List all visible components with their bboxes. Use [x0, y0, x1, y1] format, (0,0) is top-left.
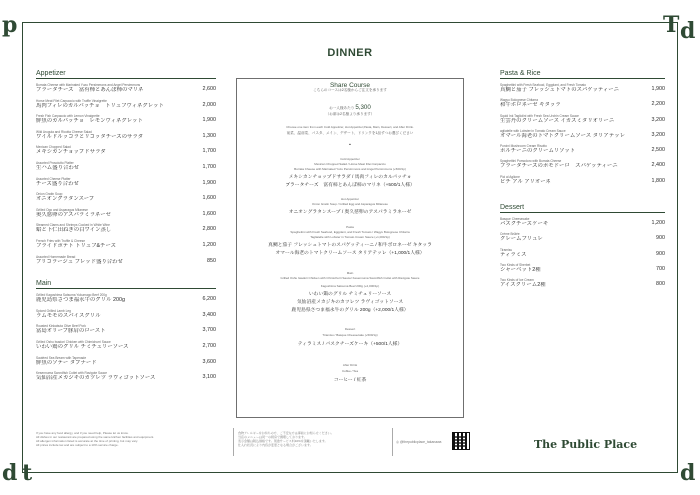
menu-item — [36, 161, 216, 177]
menu-item-jp: 鹿児島県さつま福永牛のグリル 200g — [36, 297, 125, 304]
brand-logo: The Public Place — [534, 438, 638, 451]
allergy-jp-1: 食物アレルギーをお持ちの方、ご不安な方は事前にお知らせください。 — [238, 431, 334, 435]
menu-item-price: 1,700 — [202, 148, 216, 155]
main-jp3: 鹿児島県さつま福永牛のグリル 200g（+2,000/1人様） — [291, 308, 409, 313]
footer-divider-2 — [392, 428, 393, 456]
main-en2: Kagoshima Satsuma Beef 200g (+2,000/1p) — [320, 284, 380, 288]
main-course-label: Main — [346, 271, 354, 275]
menu-item — [500, 159, 665, 174]
menu-item-en: Crème Brûlée — [500, 232, 520, 237]
instagram-handle — [396, 440, 441, 444]
menu-item-en: Roasted Kinkabuta Olive Beef Pork — [36, 324, 86, 329]
menu-item-en: Wild Arugula and Ricotta Cheese Salad — [36, 129, 92, 134]
share-desc-jp: 前菜、温前菜、パスタ、メイン、デザート、ドリンクを1品ずつお選びください — [286, 131, 414, 135]
appetizer-list — [36, 83, 216, 270]
menu-item — [36, 130, 216, 146]
menu-item — [500, 217, 665, 232]
menu-item-jp: ブラータチーズのポモドーロ スパゲッティーニ — [500, 163, 618, 170]
menu-item-en: Porcini Mushroom Cream Risotto — [500, 144, 547, 149]
hot-label: Hot Appetizer — [340, 197, 359, 201]
menu-item-jp: 奥久慈卵のアスパラミラネーゼ — [36, 211, 111, 218]
menu-item — [36, 293, 216, 309]
menu-item — [36, 192, 216, 208]
dessert-jp: ティラミス / バスクチーズケーキ（+500/1人様） — [297, 342, 403, 347]
pasta-jp2: オマール海老のトマトクリームソース タリアテッレ（+1,000/1人様） — [275, 251, 425, 256]
menu-item-en: Burrata Cheese with Marinated Yuzu Persimmons and Angel Persimmons — [36, 83, 141, 87]
menu-item-en: Grilled Oshu Iwadori Chicken with Chimichurri Sauce — [36, 339, 111, 344]
cold-en2: Burrata Cheese with Marinated Yuzu Persimmons and Angel Persimmons (+500/1p) — [294, 167, 406, 171]
menu-item-price: 1,800 — [651, 177, 665, 184]
instagram-icon: ◎ — [396, 440, 399, 444]
menu-item-en: Assorted Prosciutto Platter — [36, 160, 74, 165]
menu-item-en: Basque Cheesecake — [500, 217, 530, 222]
menu-item-jp: ポルチーニのクリームリゾット — [500, 148, 576, 155]
menu-item-price: 1,900 — [202, 179, 216, 186]
menu-item — [36, 239, 216, 255]
corner-logo-bl2: t — [22, 460, 33, 486]
instagram-text: @thepublicplace_takanawa — [399, 440, 442, 444]
menu-item-jp: オニオングラタンスープ — [36, 196, 95, 203]
menu-item — [36, 340, 216, 356]
dessert-title: Dessert — [500, 204, 665, 213]
menu-item-en: Mexican Chopped Salad — [36, 145, 71, 150]
menu-item-en: Spiced Grilled Lamb Leg — [36, 308, 71, 313]
menu-item — [500, 98, 665, 113]
menu-item-en: Grilled Kagoshima Satsuma Yukumago Beef 200g — [36, 293, 107, 298]
menu-item-en: Tiramisu — [500, 247, 513, 252]
corner-logo-tr: T — [663, 12, 680, 38]
corner-logo-tl: p — [2, 12, 18, 38]
menu-item-price: 900 — [656, 235, 665, 242]
left-column — [36, 70, 216, 387]
menu-item-price: 6,200 — [202, 296, 216, 303]
menu-item — [500, 129, 665, 144]
menu-item-jp: 真鯛と茄子 フレッシュトマトのスパゲッティーニ — [500, 87, 620, 93]
menu-item-price: 3,100 — [202, 374, 216, 381]
menu-item — [36, 255, 216, 271]
menu-item-price: 2,400 — [651, 162, 665, 169]
menu-item-jp: ブリコラージュ ブレッド盛り合わせ — [36, 258, 123, 265]
menu-item-jp: 生ハム盛り合わせ — [36, 164, 80, 171]
menu-item-en: Grilled Ogo and Asparagus Milanese — [36, 207, 88, 212]
menu-item-jp: 和牛ボロネーゼ キタッラ — [500, 102, 561, 109]
pasta-label: Pasta — [346, 225, 354, 229]
price-label: お一人様あたり — [329, 106, 355, 110]
menu-item-price: 1,300 — [202, 132, 216, 139]
corner-logo-br: d — [680, 460, 696, 486]
footer-divider-1 — [233, 428, 234, 456]
menu-item — [36, 223, 216, 239]
share-desc-en: Choose one item from each Cold Appetizer, Hot Appetizer,Pasta, Main, Dessert, and After Drink. — [286, 125, 414, 129]
menu-item — [36, 324, 216, 340]
menu-item-en: agliatelle with Lobster in Tomato Cream Sauce — [500, 128, 566, 133]
menu-item-en: Fresh Fish Carpaccio with Lemon Vinaigrette — [36, 114, 100, 119]
drink-en: Coffee / Tea — [341, 369, 359, 373]
menu-item — [36, 99, 216, 115]
menu-item-jp: 鮮魚のカルパッチョ レモンヴィネグレット — [36, 118, 143, 125]
appetizer-title: Appetizer — [36, 70, 216, 79]
pasta-title: Pasta & Rice — [500, 70, 665, 79]
menu-item-jp: 富島オリーブ豚肩のロースト — [36, 328, 106, 335]
cold-label: Cold Appetizer — [340, 157, 360, 161]
dessert-course-label: Dessert — [344, 327, 356, 331]
menu-item-en: Steamed Clams and Shrimps Cooked in White Wine — [36, 223, 110, 228]
menu-item — [500, 83, 665, 98]
share-course-subtitle: こちらのコースは2名様からご注文を承ります — [313, 88, 387, 92]
menu-item-price: 3,600 — [202, 358, 216, 365]
cold-en1: Mexican Chopped Salad / Horse Meat Filet Carpaccio — [314, 162, 386, 166]
menu-item-jp: ティラミス — [500, 251, 527, 258]
qr-code-icon[interactable] — [452, 432, 470, 450]
page-title: DINNER — [327, 47, 373, 59]
menu-item-price: 800 — [656, 281, 665, 288]
menu-item-en: Horse Meat Filet Carpaccio with Truffle Vinaigrette — [36, 98, 107, 103]
menu-item-jp: バスクチーズケーキ — [500, 221, 549, 228]
menu-item-price: 2,800 — [202, 226, 216, 233]
drink-jp: コーヒー / 紅茶 — [333, 378, 367, 383]
dessert-en: Tiramisu / Basque Cheesecake (+500/1p) — [322, 333, 378, 337]
main-jp1: いわい鶏のグリル チミチュリーソース — [308, 292, 392, 297]
pasta-list — [500, 83, 665, 190]
menu-item-jp: シャーベット2種 — [500, 266, 541, 273]
menu-item-price: 1,900 — [651, 86, 665, 92]
menu-item-price: 900 — [656, 250, 665, 257]
menu-item — [36, 309, 216, 325]
menu-item-en: Assorted Homemade Bread — [36, 254, 76, 259]
menu-item — [500, 175, 665, 190]
menu-item-jp: 蛤と下仁田ねぎの白ワイン蒸し — [36, 227, 112, 234]
allergy-en-4: All prices include tax and are subject to a 10% service charge. — [36, 443, 119, 447]
menu-item-en: Squid Ink Tagliolini with Fresh Sea Urchin Cream Sauce — [500, 113, 579, 118]
menu-item-price: 3,700 — [202, 327, 216, 334]
cold-jp2: ブラータチーズ 富有柿とあんぽ柿のマリネ（+500/1人様） — [285, 183, 415, 188]
share-course-title: Share Course — [324, 82, 376, 89]
menu-item-en: Sautéed Sea Bream with Tapenade — [36, 355, 87, 360]
menu-item-jp: オマール海老のトマトクリームソース タリアテッレ — [500, 132, 625, 139]
menu-item-en: Onion Gratin Soup — [36, 192, 63, 197]
menu-item — [36, 371, 216, 387]
corner-logo-tr2: d — [680, 18, 696, 44]
share-price-label — [237, 104, 463, 111]
menu-item-price: 3,200 — [651, 131, 665, 138]
menu-item-jp: クレームブリュレ — [500, 236, 543, 243]
main-jp2: 気仙沼産メカジキのカツレツ ラヴィゴットソース — [296, 300, 404, 305]
share-course-box — [236, 78, 464, 418]
menu-item-price: 2,000 — [202, 101, 216, 108]
allergy-jp-3: 表示金額は税込価格です。別途サービス料10%を頂戴いたします。 — [238, 439, 328, 443]
menu-item — [36, 83, 216, 99]
menu-item-jp: チーズ盛り合わせ — [36, 180, 79, 187]
menu-item-jp: アイスクリーム2種 — [500, 282, 546, 289]
menu-item-price: 2,200 — [651, 101, 665, 108]
allergy-jp-4: 仕入れ状況により内容が変更となる場合がございます。 — [238, 443, 313, 447]
allergy-en-2: All dishes in our restaurant are prepared using the same kitchen facilities and equipment. — [36, 435, 155, 439]
dessert-list — [500, 217, 665, 293]
hot-en: Onion Gratin Soup / Grilled Egg and Asparagus Milanese — [312, 202, 388, 206]
main-list — [36, 293, 216, 387]
menu-item — [500, 232, 665, 247]
menu-item-en: Kesennuma Swordfish Cutlet with Ravigote Sauce — [36, 371, 108, 376]
share-bullet: • — [349, 143, 351, 148]
hot-jp: オニオングラタンスープ / 奥久慈卵のアスパラミラネーゼ — [288, 210, 412, 215]
menu-item-price: 2,600 — [202, 86, 216, 92]
corner-logo-bl: d — [2, 460, 18, 486]
main-title: Main — [36, 280, 216, 289]
menu-item-price: 1,600 — [202, 195, 216, 202]
menu-item-en: Spaghettini Pomodoro with Burrata Cheese — [500, 159, 562, 164]
menu-item — [500, 278, 665, 293]
menu-item-en: Assorted Cheese Platter — [36, 176, 71, 181]
menu-item-price: 1,700 — [202, 163, 216, 170]
pasta-jp1: 真鯛と茄子 フレッシュトマトのスパゲッティーニ / 和牛ボロネーゼ キタッラ — [268, 243, 432, 248]
menu-item — [36, 208, 216, 224]
menu-item-jp: いわい鶏のグリル チミチュリーソース — [36, 343, 129, 350]
allergy-en-3: All allergen information listed is accurate at the time of printing, but may vary. — [36, 439, 138, 443]
menu-item-price: 3,200 — [651, 116, 665, 123]
menu-item-jp: ワイルドルッコラとリコッタチーズのサラダ — [36, 133, 144, 140]
allergy-note-en — [36, 431, 216, 447]
menu-item-price: 700 — [656, 265, 665, 272]
menu-item-jp: フライドポテト トリュフ&チーズ — [36, 242, 116, 249]
menu-item-price: 1,200 — [202, 241, 216, 248]
menu-item-price: 2,700 — [202, 342, 216, 349]
menu-item — [36, 145, 216, 161]
menu-item-en: Two Kinds of Ice Cream — [500, 278, 534, 283]
menu-item — [36, 356, 216, 372]
menu-item-jp: メキシカンチョップドサラダ — [36, 149, 106, 156]
menu-item-price: 1,600 — [202, 210, 216, 217]
cold-jp1: メキシカンチョップドサラダ / 馬肉フィレのカルパッチョ — [288, 175, 412, 180]
menu-item-jp: 鮮魚のソテー タプナード — [36, 359, 97, 366]
menu-item-en: Wagyu Bolognese Chitarra — [500, 98, 538, 103]
right-column — [500, 70, 665, 294]
menu-item-jp: 気仙沼産メカジキのカツレツ ラヴィゴットソース — [36, 375, 156, 382]
pasta-en2: Tagliatelle with Lobster in Tomato Cream Sauce (+1,000/1p) — [310, 235, 390, 239]
menu-item-en: Pici al Aglione — [500, 174, 520, 179]
menu-item-price: 1,900 — [202, 117, 216, 124]
menu-item-jp: ラムモモのスパイスグリル — [36, 312, 101, 319]
menu-item-jp: ブラータチーズ 富有柿とあんぽ柿のマリネ — [36, 87, 144, 93]
allergy-en-1: If you have any food allergy, and if you need help, Please let us know. — [36, 431, 129, 435]
menu-item-price: 3,400 — [202, 311, 216, 318]
menu-item-en: Spaghettini with Fresh Seafood, Eggplant, and Fresh Tomato — [500, 83, 587, 87]
allergy-note-jp — [238, 431, 388, 447]
menu-item-price: 850 — [207, 257, 216, 264]
menu-item — [500, 114, 665, 129]
menu-item-en: Two Kinds of Sherbet — [500, 262, 531, 267]
pasta-en1: Spaghettini with Fresh Seafood, Eggplant, and Fresh Tomato / Wagyu Bolognese Chitarra — [290, 230, 410, 234]
menu-item-jp: ピチ アル アリオーネ — [500, 178, 551, 185]
menu-item — [36, 114, 216, 130]
share-price: 5,300 — [355, 104, 371, 111]
menu-item-price: 1,200 — [651, 220, 665, 227]
menu-item-en: French Fries with Truffle & Cheese — [36, 238, 86, 243]
menu-item — [500, 144, 665, 159]
menu-item-jp: 馬肉フィレのカルパッチョ トリュフヴィネグレット — [36, 102, 164, 109]
menu-item-jp: 生雲丹のクリームソース イカスミタリオリーニ — [500, 117, 615, 124]
menu-item-price: 2,500 — [651, 147, 665, 154]
main-en1: Grilled Oshu Iwadori Chicken with Chimichurri Sauce/ Kesennuma Swordfish Cutlet with Ravigote Sauce — [280, 276, 420, 280]
share-price-note: （お席は2名様より承ります） — [325, 112, 375, 116]
menu-item — [500, 248, 665, 263]
drink-label: After Drink — [342, 363, 358, 367]
menu-item — [500, 263, 665, 278]
menu-item — [36, 177, 216, 193]
allergy-jp-2: 当店のメニューは同一の厨房で調理しております。 — [238, 435, 307, 439]
